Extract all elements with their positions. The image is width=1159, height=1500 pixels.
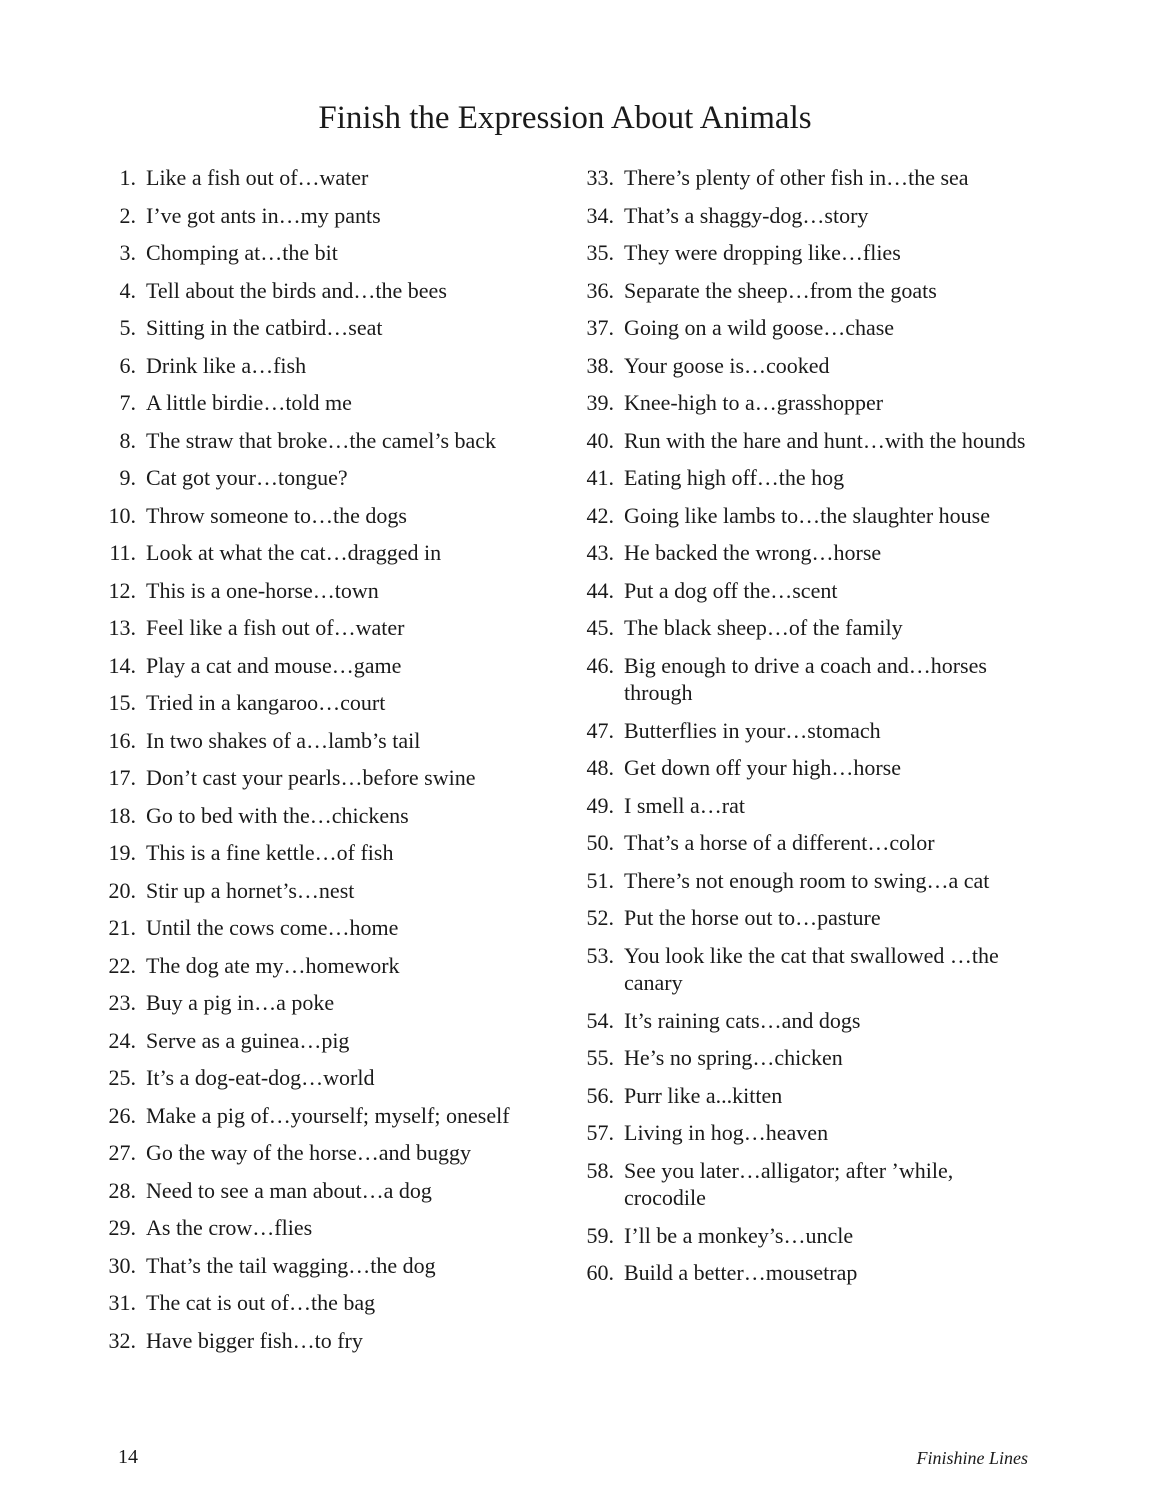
item-number: 10. (108, 502, 136, 528)
list-item (570, 502, 1040, 530)
item-text: As the crow…flies (146, 1215, 313, 1240)
item-number: 26. (108, 1102, 136, 1128)
item-text: This is a fine kettle…of fish (146, 840, 394, 865)
list-item (570, 577, 1040, 605)
item-number: 45. (586, 615, 614, 640)
item-number: 53. (586, 942, 614, 968)
item-text: That’s a horse of a different…color (624, 830, 935, 855)
list-item (92, 877, 560, 905)
item-text: Your goose is…cooked (624, 352, 830, 378)
item-number: 14. (108, 652, 136, 678)
list-item (92, 1327, 560, 1355)
list-item (92, 1102, 560, 1130)
item-number: 16. (108, 727, 136, 753)
item-text: The cat is out of…the bag (146, 1290, 376, 1315)
item-text: Put the horse out to…pasture (624, 905, 881, 930)
list-item (570, 904, 1040, 932)
list-item (92, 577, 560, 605)
item-number: 42. (586, 502, 614, 528)
item-text: Going on a wild goose…chase (624, 315, 895, 340)
page-title: Finish the Expression About Animals (318, 100, 812, 136)
item-text: They were dropping like…flies (624, 240, 901, 265)
item-text: Drink like a…fish (146, 352, 307, 378)
list-item (92, 277, 560, 305)
item-number: 19. (108, 840, 136, 865)
item-text: Run with the hare and hunt…with the hounds (624, 427, 1026, 453)
expression-list-right (570, 164, 1040, 1297)
item-number: 39. (586, 390, 614, 415)
item-text: Feel like a fish out of…water (146, 615, 405, 640)
list-item (92, 164, 560, 192)
item-number: 59. (586, 1222, 614, 1248)
list-item (92, 502, 560, 530)
item-number: 1. (119, 165, 136, 190)
item-text: Serve as a guinea…pig (146, 1027, 350, 1053)
list-item (92, 652, 560, 680)
item-number: 15. (108, 690, 136, 715)
list-item (92, 1027, 560, 1055)
item-number: 24. (108, 1027, 136, 1053)
list-item (570, 164, 1040, 192)
item-number: 25. (108, 1065, 136, 1090)
item-text: The straw that broke…the camel’s back (146, 427, 497, 453)
item-text: Butterflies in your…stomach (624, 717, 881, 743)
list-item (570, 202, 1040, 230)
item-number: 13. (108, 615, 136, 640)
item-number: 55. (586, 1045, 614, 1070)
item-number: 27. (108, 1140, 136, 1165)
list-item (570, 314, 1040, 342)
item-number: 20. (108, 877, 136, 903)
list-item (92, 764, 560, 792)
item-text: I’ve got ants in…my pants (146, 202, 381, 228)
item-number: 58. (586, 1157, 614, 1183)
item-number: 12. (108, 577, 136, 603)
item-number: 57. (586, 1120, 614, 1145)
list-item (92, 989, 560, 1017)
item-text: He’s no spring…chicken (624, 1045, 843, 1070)
item-text: Chomping at…the bit (146, 240, 338, 265)
item-number: 37. (586, 315, 614, 340)
list-item (92, 1177, 560, 1205)
item-text: Have bigger fish…to fry (146, 1327, 363, 1353)
item-number: 18. (108, 802, 136, 828)
item-number: 2. (119, 202, 136, 228)
item-number: 5. (119, 315, 136, 340)
list-item (570, 464, 1040, 492)
list-item (570, 792, 1040, 820)
item-text: Cat got your…tongue? (146, 465, 348, 490)
item-number: 51. (586, 867, 614, 893)
list-item (570, 942, 1040, 997)
item-number: 29. (108, 1215, 136, 1240)
item-text: Tell about the birds and…the bees (146, 277, 447, 303)
list-item (570, 1157, 1040, 1212)
item-number: 23. (108, 990, 136, 1015)
item-number: 28. (108, 1177, 136, 1203)
item-number: 36. (586, 277, 614, 303)
book-title: Finishine Lines (916, 1448, 1028, 1468)
list-item (570, 652, 1040, 707)
item-number: 31. (108, 1290, 136, 1315)
list-item (570, 867, 1040, 895)
item-text: Go to bed with the…chickens (146, 802, 409, 828)
item-number: 56. (586, 1082, 614, 1108)
item-text: There’s not enough room to swing…a cat (624, 867, 990, 893)
item-number: 35. (586, 240, 614, 265)
item-number: 43. (586, 540, 614, 565)
item-number: 21. (108, 915, 136, 940)
item-number: 60. (586, 1260, 614, 1285)
item-number: 6. (119, 352, 136, 378)
list-item (570, 717, 1040, 745)
expression-list-left (92, 164, 560, 1364)
page-number: 14 (118, 1446, 138, 1468)
list-item (92, 202, 560, 230)
item-number: 4. (119, 277, 136, 303)
item-number: 9. (119, 465, 136, 490)
item-number: 32. (108, 1327, 136, 1353)
list-item (92, 539, 560, 567)
item-text: Big enough to drive a coach and…horses through (624, 652, 987, 705)
item-number: 52. (586, 905, 614, 930)
list-item (92, 239, 560, 267)
item-text: Tried in a kangaroo…court (146, 690, 386, 715)
list-item (92, 464, 560, 492)
item-text: Don’t cast your pearls…before swine (146, 765, 476, 790)
list-item (570, 352, 1040, 380)
item-number: 44. (586, 577, 614, 603)
list-item (570, 829, 1040, 857)
item-text: See you later…alligator; after ’while, crocodile (624, 1157, 954, 1210)
item-number: 47. (586, 717, 614, 743)
item-text: This is a one-horse…town (146, 577, 379, 603)
item-number: 38. (586, 352, 614, 378)
item-text: Living in hog…heaven (624, 1120, 829, 1145)
item-text: There’s plenty of other fish in…the sea (624, 165, 969, 190)
item-number: 54. (586, 1007, 614, 1033)
list-item (570, 539, 1040, 567)
item-text: A little birdie…told me (146, 390, 352, 415)
item-number: 22. (108, 952, 136, 978)
list-item (92, 689, 560, 717)
item-number: 17. (108, 765, 136, 790)
item-text: He backed the wrong…horse (624, 540, 882, 565)
item-text: The black sheep…of the family (624, 615, 903, 640)
list-item (92, 952, 560, 980)
item-text: Going like lambs to…the slaughter house (624, 502, 990, 528)
list-item (570, 754, 1040, 782)
item-number: 41. (586, 465, 614, 490)
item-number: 50. (586, 830, 614, 855)
item-number: 34. (586, 202, 614, 228)
item-text: Until the cows come…home (146, 915, 399, 940)
list-item (570, 614, 1040, 642)
item-number: 46. (586, 652, 614, 678)
list-item (92, 1289, 560, 1317)
item-number: 3. (119, 240, 136, 265)
item-text: I smell a…rat (624, 792, 745, 818)
item-text: Make a pig of…yourself; myself; oneself (146, 1102, 510, 1128)
item-text: It’s a dog-eat-dog…world (146, 1065, 375, 1090)
item-text: Separate the sheep…from the goats (624, 277, 937, 303)
item-text: Get down off your high…horse (624, 755, 901, 780)
list-item (92, 1064, 560, 1092)
list-item (92, 727, 560, 755)
item-text: Eating high off…the hog (624, 465, 845, 490)
list-item (570, 1007, 1040, 1035)
item-text: Buy a pig in…a poke (146, 990, 335, 1015)
list-item (570, 277, 1040, 305)
item-text: Put a dog off the…scent (624, 577, 838, 603)
list-item (570, 1082, 1040, 1110)
item-text: You look like the cat that swallowed …the canary (624, 942, 999, 995)
item-number: 40. (586, 427, 614, 453)
item-number: 48. (586, 755, 614, 780)
item-text: The dog ate my…homework (146, 952, 400, 978)
item-text: Go the way of the horse…and buggy (146, 1140, 472, 1165)
item-text: In two shakes of a…lamb’s tail (146, 727, 421, 753)
list-item (92, 1139, 560, 1167)
list-item (570, 389, 1040, 417)
list-item (570, 239, 1040, 267)
list-item (92, 314, 560, 342)
list-item (570, 1259, 1040, 1287)
item-text: Stir up a hornet’s…nest (146, 877, 355, 903)
item-text: That’s the tail wagging…the dog (146, 1252, 436, 1278)
item-text: Need to see a man about…a dog (146, 1177, 432, 1203)
list-item (92, 1252, 560, 1280)
list-item (92, 427, 560, 455)
item-text: Sitting in the catbird…seat (146, 315, 383, 340)
list-item (92, 802, 560, 830)
list-item (92, 389, 560, 417)
item-number: 33. (586, 165, 614, 190)
item-text: I’ll be a monkey’s…uncle (624, 1222, 854, 1248)
list-item (92, 914, 560, 942)
item-number: 8. (119, 427, 136, 453)
item-number: 49. (586, 792, 614, 818)
list-item (92, 839, 560, 867)
item-text: It’s raining cats…and dogs (624, 1007, 861, 1033)
list-item (570, 427, 1040, 455)
item-text: Knee-high to a…grasshopper (624, 390, 884, 415)
item-text: Play a cat and mouse…game (146, 652, 402, 678)
item-number: 11. (109, 540, 136, 565)
item-number: 7. (119, 390, 136, 415)
item-text: Look at what the cat…dragged in (146, 540, 442, 565)
list-item (92, 614, 560, 642)
item-text: Purr like a...kitten (624, 1082, 783, 1108)
item-text: Like a fish out of…water (146, 165, 369, 190)
item-text: Throw someone to…the dogs (146, 502, 407, 528)
list-item (92, 1214, 560, 1242)
item-text: Build a better…mousetrap (624, 1260, 858, 1285)
item-text: That’s a shaggy-dog…story (624, 202, 869, 228)
list-item (570, 1222, 1040, 1250)
item-number: 30. (108, 1252, 136, 1278)
list-item (92, 352, 560, 380)
list-item (570, 1044, 1040, 1072)
list-item (570, 1119, 1040, 1147)
